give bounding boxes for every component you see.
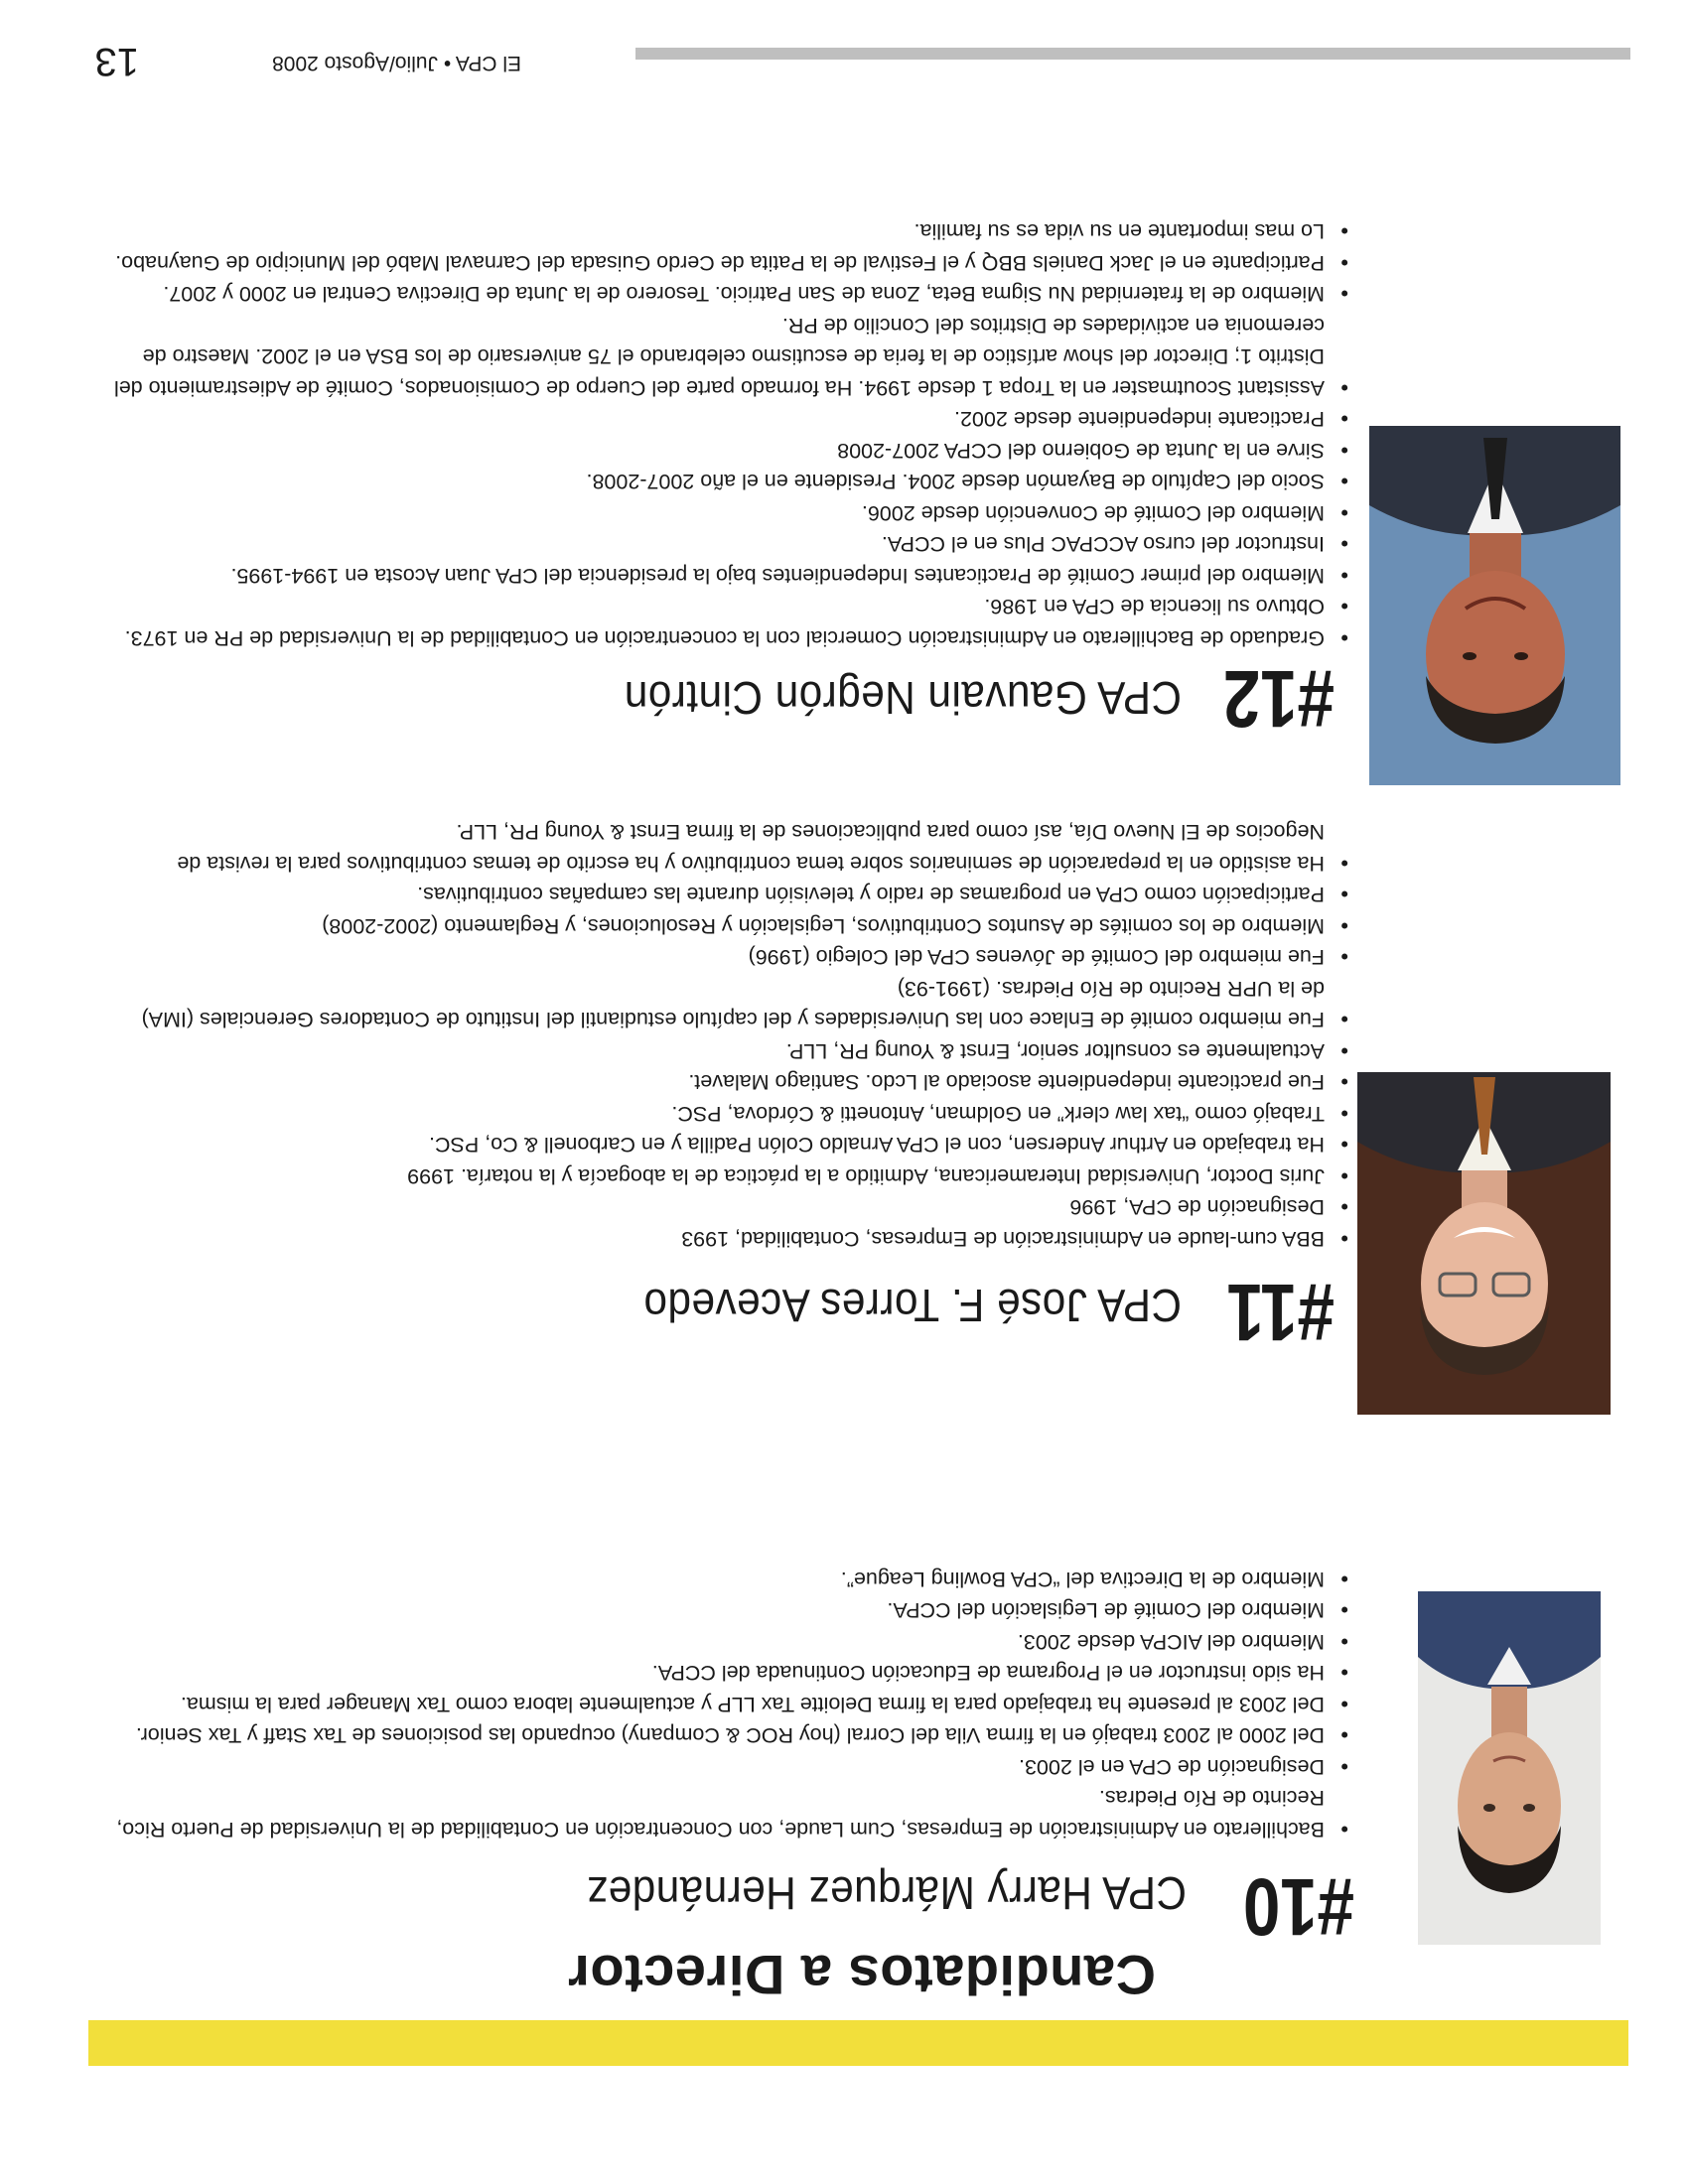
candidate-10-photo xyxy=(1418,1591,1601,1945)
list-item: • Ha asistido en la preparación de seminarios sobre tema contributivo y ha escrito de temas contributivos para la revista de Negocios de El Nuevo Día, así como para publicaciones de la firma Ernst & Young PR, LLP. xyxy=(114,816,1350,879)
candidate-11-number: #11 xyxy=(1226,1267,1335,1357)
list-item: • Fue miembro comité de Enlace con las Universidades y del capítulo estudiantil del Instituto de Contadores Gerenciales (IMA) de la UPR Recinto de Río Piedras. (1991-93) xyxy=(114,973,1350,1035)
list-item: • Ha trabajado en Arthur Andersen, con el CPA Arnaldo Colón Padilla y en Carbonell & Co, PSC. xyxy=(114,1129,1350,1160)
candidate-10-bullets xyxy=(114,1564,1350,1845)
list-item: • Fue practicante independiente asociado al Lcdo. Santiago Malavet. xyxy=(114,1066,1350,1098)
list-item: • Bachillerato en Administración de Empresas, Cum Laude, con Concentración en Contabilidad de la Universidad de Puerto Rico, Recinto de Río Piedras. xyxy=(114,1782,1350,1844)
candidate-12-name: CPA Gauvain Negrón Cintrón xyxy=(624,672,1182,724)
list-item: • Obtuvo su licencia de CPA en 1986. xyxy=(114,591,1350,622)
list-item: • Miembro de la fraternidad Nu Sigma Beta, Zona de San Patricio. Tesorero de la Junta de Directiva Central en 2000 y 2007. xyxy=(114,278,1350,310)
yellow-accent-bar xyxy=(88,2020,1628,2066)
list-item: • Participación como CPA en programas de radio y televisión durante las campañas contributivas. xyxy=(114,879,1350,910)
candidate-11-photo xyxy=(1357,1072,1611,1415)
candidate-11-name: CPA José F. Torres Acevedo xyxy=(642,1280,1182,1331)
list-item: • Miembro del AICPA desde 2003. xyxy=(114,1626,1350,1658)
list-item: • Juris Doctor, Universidad Interamericana, Admitido a la práctica de la abogacía y la notaría. 1999 xyxy=(114,1160,1350,1192)
list-item: • Assistant Scoutmaster en la Tropa 1 desde 1994. Ha formado parte del Cuerpo de Comisionados, Comité de Adiestramiento del Distrito 1; Director del show artístico de la feria de escutismo celebrando el 75 aniversario de los BSA en el 2002. Maestro de ceremonia en actividades de Distritos del Concilio de PR. xyxy=(114,310,1350,404)
candidate-10-name: CPA Harry Márquez Hernández xyxy=(586,1867,1187,1919)
list-item: • Trabajó como “tax law clerk” en Goldman, Antonetti & Córdova, PSC. xyxy=(114,1098,1350,1130)
list-item: • Designación de CPA, 1996 xyxy=(114,1191,1350,1223)
candidate-12-bullets xyxy=(114,215,1350,653)
candidate-10-number: #10 xyxy=(1242,1861,1354,1952)
footer-publication: El CPA • Julio/Agosto 2008 xyxy=(272,52,521,74)
list-item: • Miembro de los comités de Asuntos Contributivos, Legislación y Resoluciones, y Reglamento (2002-2008) xyxy=(114,910,1350,942)
list-item: • Sirve en la Junta de Gobierno del CCPA 2007-2008 xyxy=(114,435,1350,467)
list-item: • Del 2000 al 2003 trabajó en la firma Vila del Corral (hoy ROC & Company) ocupando las posiciones de Tax Staff y Tax Senior. xyxy=(114,1719,1350,1751)
list-item: • Actualmente es consultor senior, Ernst & Young PR, LLP. xyxy=(114,1035,1350,1067)
list-item: • Miembro de la Directiva del “CPA Bowling League”. xyxy=(114,1564,1350,1595)
list-item: • Miembro del Comité de Convención desde 2006. xyxy=(114,497,1350,529)
list-item: • Graduado de Bachillerato en Administración Comercial con la concentración en Contabilidad de la Universidad de PR en 1973. xyxy=(114,622,1350,654)
list-item: • Instructor del curso ACCPAC Plus en el CCPA. xyxy=(114,528,1350,560)
list-item: • Designación de CPA en el 2003. xyxy=(114,1751,1350,1783)
header-gray-rule xyxy=(635,48,1630,60)
list-item: • Miembro del Comité de Legislación del CCPA. xyxy=(114,1594,1350,1626)
list-item: • Del 2003 al presente ha trabajado para la firma Deloitte Tax LLP y actualmente labora como Tax Manager para la misma. xyxy=(114,1689,1350,1720)
page-number: 13 xyxy=(94,40,139,83)
section-title: Candidatos a Director xyxy=(567,1944,1156,2006)
candidate-12-photo xyxy=(1369,426,1620,785)
list-item: • Socio del Capítulo de Bayamón desde 2004. Presidente en el año 2007-2008. xyxy=(114,466,1350,497)
candidate-12-number: #12 xyxy=(1222,653,1335,744)
list-item: • Fue miembro del Comité de Jóvenes CPA del Colegio (1996) xyxy=(114,941,1350,973)
candidate-11-bullets xyxy=(114,816,1350,1254)
list-item: • Participante en el Jack Daniels BBQ y el Festival de la Patita de Cerdo Guisada del Carnaval Mabó del Municipio de Guaynabo. xyxy=(114,247,1350,279)
list-item: • BBA cum-laude en Administración de Empresas, Contabilidad, 1993 xyxy=(114,1223,1350,1255)
list-item: • Lo mas importante en su vida es su familia. xyxy=(114,215,1350,247)
list-item: • Miembro del primer Comité de Practicantes Independientes bajo la presidencia del CPA Juan Acosta en 1994-1995. xyxy=(114,560,1350,592)
list-item: • Ha sido instructor en el Programa de Educación Continuada del CCPA. xyxy=(114,1657,1350,1689)
list-item: • Practicante independiente desde 2002. xyxy=(114,403,1350,435)
